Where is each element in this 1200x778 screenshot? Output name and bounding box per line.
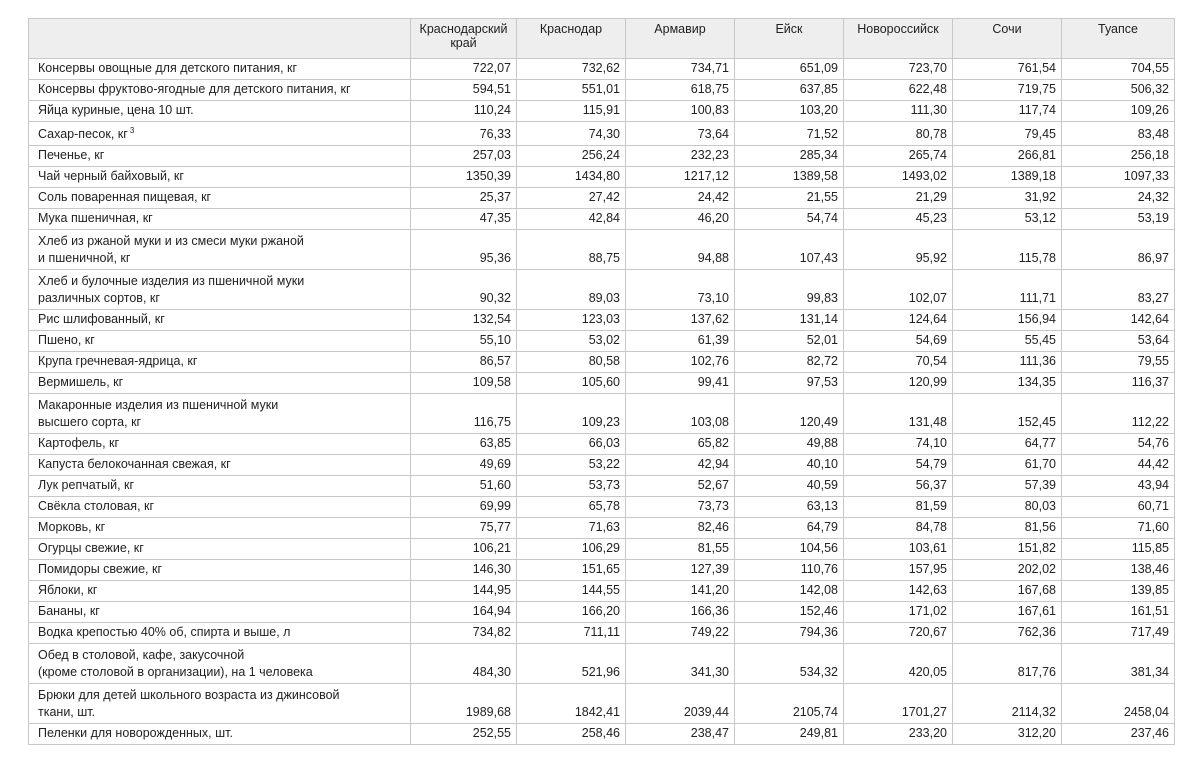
price-cell: 43,94 — [1062, 476, 1175, 497]
price-cell: 40,59 — [735, 476, 844, 497]
row-label-cell — [29, 331, 411, 352]
price-cell: 103,08 — [626, 394, 735, 434]
price-cell: 110,24 — [411, 101, 517, 122]
price-cell: 80,78 — [844, 122, 953, 146]
table-row — [29, 270, 1175, 310]
price-cell: 83,27 — [1062, 270, 1175, 310]
row-label: Свёкла столовая, кг — [38, 499, 155, 513]
price-cell: 88,75 — [517, 230, 626, 270]
table-row — [29, 560, 1175, 581]
price-cell: 53,19 — [1062, 209, 1175, 230]
row-label: Пеленки для новорожденных, шт. — [38, 726, 233, 740]
price-cell: 73,10 — [626, 270, 735, 310]
row-label: Капуста белокочанная свежая, кг — [38, 457, 231, 471]
price-cell: 257,03 — [411, 146, 517, 167]
table-row — [29, 352, 1175, 373]
table-row — [29, 602, 1175, 623]
price-cell: 651,09 — [735, 59, 844, 80]
price-cell: 794,36 — [735, 623, 844, 644]
header-cell-region: Краснодарский край — [411, 19, 517, 59]
price-cell: 1389,18 — [953, 167, 1062, 188]
price-cell: 53,12 — [953, 209, 1062, 230]
price-cell: 131,14 — [735, 310, 844, 331]
price-cell: 57,39 — [953, 476, 1062, 497]
price-cell: 138,46 — [1062, 560, 1175, 581]
price-cell: 817,76 — [953, 644, 1062, 684]
price-cell: 1434,80 — [517, 167, 626, 188]
price-cell: 69,99 — [411, 497, 517, 518]
row-label-cell — [29, 167, 411, 188]
price-cell: 111,71 — [953, 270, 1062, 310]
price-cell: 56,37 — [844, 476, 953, 497]
price-cell: 60,71 — [1062, 497, 1175, 518]
price-cell: 97,53 — [735, 373, 844, 394]
row-label-cell — [29, 581, 411, 602]
row-label-cell — [29, 684, 411, 724]
row-label: Обед в столовой, кафе, закусочной (кроме столовой в организации), на 1 человека — [38, 648, 313, 679]
price-cell: 618,75 — [626, 80, 735, 101]
price-cell: 64,79 — [735, 518, 844, 539]
price-cell: 53,64 — [1062, 331, 1175, 352]
price-cell: 116,75 — [411, 394, 517, 434]
row-label-cell — [29, 59, 411, 80]
table-row — [29, 623, 1175, 644]
table-row — [29, 122, 1175, 146]
price-cell: 47,35 — [411, 209, 517, 230]
price-cell: 86,57 — [411, 352, 517, 373]
table-row — [29, 188, 1175, 209]
row-label-cell — [29, 602, 411, 623]
table-row — [29, 684, 1175, 724]
header-cell-region: Туапсе — [1062, 19, 1175, 59]
price-cell: 64,77 — [953, 434, 1062, 455]
price-cell: 99,41 — [626, 373, 735, 394]
price-cell: 74,10 — [844, 434, 953, 455]
table-row — [29, 59, 1175, 80]
price-cell: 156,94 — [953, 310, 1062, 331]
row-label: Морковь, кг — [38, 520, 106, 534]
price-cell: 54,74 — [735, 209, 844, 230]
table-row — [29, 476, 1175, 497]
header-cell-region: Армавир — [626, 19, 735, 59]
price-cell: 73,73 — [626, 497, 735, 518]
price-cell: 167,68 — [953, 581, 1062, 602]
table-row — [29, 539, 1175, 560]
price-cell: 256,24 — [517, 146, 626, 167]
row-label: Сахар-песок, кг — [38, 127, 128, 141]
price-cell: 120,99 — [844, 373, 953, 394]
price-cell: 132,54 — [411, 310, 517, 331]
price-cell: 81,56 — [953, 518, 1062, 539]
table-row — [29, 497, 1175, 518]
price-cell: 70,54 — [844, 352, 953, 373]
row-label: Огурцы свежие, кг — [38, 541, 144, 555]
row-label: Крупа гречневая-ядрица, кг — [38, 354, 198, 368]
price-cell: 252,55 — [411, 724, 517, 745]
row-label: Консервы фруктово-ягодные для детского питания, кг — [38, 82, 351, 96]
row-label: Бананы, кг — [38, 604, 100, 618]
header-cell-region: Ейск — [735, 19, 844, 59]
row-label-cell — [29, 146, 411, 167]
price-cell: 106,29 — [517, 539, 626, 560]
price-cell: 152,46 — [735, 602, 844, 623]
price-cell: 80,03 — [953, 497, 1062, 518]
price-cell: 249,81 — [735, 724, 844, 745]
price-cell: 52,01 — [735, 331, 844, 352]
price-cell: 237,46 — [1062, 724, 1175, 745]
price-cell: 123,03 — [517, 310, 626, 331]
table-row — [29, 331, 1175, 352]
price-cell: 164,94 — [411, 602, 517, 623]
price-cell: 95,92 — [844, 230, 953, 270]
row-label: Лук репчатый, кг — [38, 478, 135, 492]
price-cell: 749,22 — [626, 623, 735, 644]
price-cell: 1493,02 — [844, 167, 953, 188]
price-cell: 105,60 — [517, 373, 626, 394]
price-cell: 285,34 — [735, 146, 844, 167]
price-cell: 112,22 — [1062, 394, 1175, 434]
row-label-cell — [29, 310, 411, 331]
price-cell: 61,70 — [953, 455, 1062, 476]
price-cell: 117,74 — [953, 101, 1062, 122]
row-label: Мука пшеничная, кг — [38, 211, 153, 225]
price-cell: 109,23 — [517, 394, 626, 434]
price-cell: 1350,39 — [411, 167, 517, 188]
price-cell: 111,36 — [953, 352, 1062, 373]
price-cell: 84,78 — [844, 518, 953, 539]
price-cell: 82,72 — [735, 352, 844, 373]
price-cell: 2105,74 — [735, 684, 844, 724]
row-label-cell — [29, 101, 411, 122]
price-cell: 107,43 — [735, 230, 844, 270]
price-cell: 152,45 — [953, 394, 1062, 434]
price-cell: 142,63 — [844, 581, 953, 602]
price-cell: 1842,41 — [517, 684, 626, 724]
price-cell: 111,30 — [844, 101, 953, 122]
price-cell: 166,20 — [517, 602, 626, 623]
price-cell: 100,83 — [626, 101, 735, 122]
row-label-cell — [29, 188, 411, 209]
price-cell: 131,48 — [844, 394, 953, 434]
row-label-cell — [29, 122, 411, 146]
price-cell: 55,45 — [953, 331, 1062, 352]
price-cell: 54,79 — [844, 455, 953, 476]
header-cell-region: Сочи — [953, 19, 1062, 59]
price-cell: 42,94 — [626, 455, 735, 476]
price-cell: 115,78 — [953, 230, 1062, 270]
price-cell: 120,49 — [735, 394, 844, 434]
price-cell: 637,85 — [735, 80, 844, 101]
row-label-cell — [29, 497, 411, 518]
price-cell: 74,30 — [517, 122, 626, 146]
price-cell: 86,97 — [1062, 230, 1175, 270]
price-cell: 1701,27 — [844, 684, 953, 724]
row-label: Яйца куриные, цена 10 шт. — [38, 103, 194, 117]
price-cell: 61,39 — [626, 331, 735, 352]
price-cell: 81,59 — [844, 497, 953, 518]
price-cell: 53,02 — [517, 331, 626, 352]
price-cell: 103,61 — [844, 539, 953, 560]
row-label-cell — [29, 455, 411, 476]
table-row — [29, 581, 1175, 602]
row-label-cell — [29, 230, 411, 270]
table-row — [29, 455, 1175, 476]
price-cell: 232,23 — [626, 146, 735, 167]
price-cell: 46,20 — [626, 209, 735, 230]
price-cell: 106,21 — [411, 539, 517, 560]
price-cell: 722,07 — [411, 59, 517, 80]
price-cell: 142,08 — [735, 581, 844, 602]
row-label: Картофель, кг — [38, 436, 120, 450]
price-cell: 171,02 — [844, 602, 953, 623]
price-cell: 115,85 — [1062, 539, 1175, 560]
row-label: Пшено, кг — [38, 333, 95, 347]
price-cell: 103,20 — [735, 101, 844, 122]
price-cell: 51,60 — [411, 476, 517, 497]
price-cell: 161,51 — [1062, 602, 1175, 623]
price-cell: 89,03 — [517, 270, 626, 310]
price-cell: 65,78 — [517, 497, 626, 518]
table-row — [29, 644, 1175, 684]
table-row — [29, 518, 1175, 539]
row-label: Чай черный байховый, кг — [38, 169, 184, 183]
price-cell: 233,20 — [844, 724, 953, 745]
price-cell: 80,58 — [517, 352, 626, 373]
price-cell: 116,37 — [1062, 373, 1175, 394]
price-cell: 63,13 — [735, 497, 844, 518]
row-label-cell — [29, 434, 411, 455]
price-cell: 142,64 — [1062, 310, 1175, 331]
price-cell: 139,85 — [1062, 581, 1175, 602]
row-label-cell — [29, 560, 411, 581]
price-cell: 127,39 — [626, 560, 735, 581]
price-cell: 2114,32 — [953, 684, 1062, 724]
price-cell: 551,01 — [517, 80, 626, 101]
price-cell: 90,32 — [411, 270, 517, 310]
price-cell: 312,20 — [953, 724, 1062, 745]
row-label-cell — [29, 373, 411, 394]
row-label: Рис шлифованный, кг — [38, 312, 165, 326]
row-label: Яблоки, кг — [38, 583, 98, 597]
price-cell: 104,56 — [735, 539, 844, 560]
price-cell: 83,48 — [1062, 122, 1175, 146]
price-cell: 24,42 — [626, 188, 735, 209]
row-label: Хлеб и булочные изделия из пшеничной муки различных сортов, кг — [38, 274, 305, 305]
price-cell: 144,95 — [411, 581, 517, 602]
row-label: Макаронные изделия из пшеничной муки высшего сорта, кг — [38, 398, 279, 429]
price-cell: 109,58 — [411, 373, 517, 394]
price-cell: 265,74 — [844, 146, 953, 167]
price-cell: 484,30 — [411, 644, 517, 684]
price-cell: 95,36 — [411, 230, 517, 270]
row-label: Водка крепостью 40% об, спирта и выше, л — [38, 625, 291, 639]
table-row — [29, 310, 1175, 331]
price-cell: 102,07 — [844, 270, 953, 310]
price-cell: 1389,58 — [735, 167, 844, 188]
price-table — [28, 18, 1175, 745]
price-cell: 65,82 — [626, 434, 735, 455]
price-cell: 124,64 — [844, 310, 953, 331]
price-cell: 82,46 — [626, 518, 735, 539]
price-cell: 1097,33 — [1062, 167, 1175, 188]
price-cell: 71,52 — [735, 122, 844, 146]
price-cell: 734,82 — [411, 623, 517, 644]
price-cell: 99,83 — [735, 270, 844, 310]
header-row — [29, 19, 1175, 59]
price-cell: 420,05 — [844, 644, 953, 684]
row-label-cell — [29, 394, 411, 434]
price-cell: 146,30 — [411, 560, 517, 581]
price-cell: 49,88 — [735, 434, 844, 455]
price-cell: 71,60 — [1062, 518, 1175, 539]
price-cell: 762,36 — [953, 623, 1062, 644]
price-cell: 71,63 — [517, 518, 626, 539]
price-cell: 151,82 — [953, 539, 1062, 560]
price-cell: 24,32 — [1062, 188, 1175, 209]
price-cell: 144,55 — [517, 581, 626, 602]
price-cell: 79,45 — [953, 122, 1062, 146]
price-cell: 25,37 — [411, 188, 517, 209]
price-cell: 63,85 — [411, 434, 517, 455]
price-cell: 381,34 — [1062, 644, 1175, 684]
price-cell: 711,11 — [517, 623, 626, 644]
price-cell: 202,02 — [953, 560, 1062, 581]
row-label-cell — [29, 209, 411, 230]
row-label-cell — [29, 724, 411, 745]
header-cell-label — [29, 19, 411, 59]
price-cell: 151,65 — [517, 560, 626, 581]
price-cell: 1989,68 — [411, 684, 517, 724]
price-cell: 167,61 — [953, 602, 1062, 623]
price-cell: 134,35 — [953, 373, 1062, 394]
table-row — [29, 167, 1175, 188]
price-cell: 704,55 — [1062, 59, 1175, 80]
price-cell: 53,73 — [517, 476, 626, 497]
price-cell: 54,69 — [844, 331, 953, 352]
price-cell: 73,64 — [626, 122, 735, 146]
price-cell: 79,55 — [1062, 352, 1175, 373]
price-cell: 21,55 — [735, 188, 844, 209]
price-cell: 734,71 — [626, 59, 735, 80]
table-row — [29, 80, 1175, 101]
price-cell: 719,75 — [953, 80, 1062, 101]
price-cell: 141,20 — [626, 581, 735, 602]
row-label: Консервы овощные для детского питания, кг — [38, 61, 298, 75]
row-label-cell — [29, 352, 411, 373]
price-cell: 81,55 — [626, 539, 735, 560]
row-label: Хлеб из ржаной муки и из смеси муки ржаной и пшеничной, кг — [38, 234, 304, 265]
price-cell: 53,22 — [517, 455, 626, 476]
price-cell: 594,51 — [411, 80, 517, 101]
price-cell: 42,84 — [517, 209, 626, 230]
price-cell: 266,81 — [953, 146, 1062, 167]
row-label: Брюки для детей школьного возраста из джинсовой ткани, шт. — [38, 688, 340, 719]
table-row — [29, 230, 1175, 270]
price-cell: 110,76 — [735, 560, 844, 581]
table-row — [29, 373, 1175, 394]
price-cell: 137,62 — [626, 310, 735, 331]
price-cell: 27,42 — [517, 188, 626, 209]
header-cell-region: Новороссийск — [844, 19, 953, 59]
price-cell: 258,46 — [517, 724, 626, 745]
price-cell: 49,69 — [411, 455, 517, 476]
table-row — [29, 434, 1175, 455]
price-cell: 31,92 — [953, 188, 1062, 209]
price-cell: 76,33 — [411, 122, 517, 146]
row-label: Печенье, кг — [38, 148, 105, 162]
row-label-cell — [29, 539, 411, 560]
table-row — [29, 394, 1175, 434]
price-cell: 66,03 — [517, 434, 626, 455]
price-cell: 45,23 — [844, 209, 953, 230]
table-body — [29, 59, 1175, 745]
footnote-marker: 3 — [129, 126, 135, 135]
price-cell: 54,76 — [1062, 434, 1175, 455]
price-cell: 341,30 — [626, 644, 735, 684]
price-cell: 52,67 — [626, 476, 735, 497]
price-cell: 109,26 — [1062, 101, 1175, 122]
price-cell: 2039,44 — [626, 684, 735, 724]
row-label-cell — [29, 80, 411, 101]
price-cell: 166,36 — [626, 602, 735, 623]
price-cell: 102,76 — [626, 352, 735, 373]
row-label-cell — [29, 623, 411, 644]
table-row — [29, 209, 1175, 230]
price-cell: 2458,04 — [1062, 684, 1175, 724]
row-label: Вермишель, кг — [38, 375, 124, 389]
price-cell: 622,48 — [844, 80, 953, 101]
price-cell: 94,88 — [626, 230, 735, 270]
price-cell: 534,32 — [735, 644, 844, 684]
price-cell: 723,70 — [844, 59, 953, 80]
price-cell: 157,95 — [844, 560, 953, 581]
price-cell: 40,10 — [735, 455, 844, 476]
price-cell: 521,96 — [517, 644, 626, 684]
table-row — [29, 146, 1175, 167]
header-cell-region: Краснодар — [517, 19, 626, 59]
price-cell: 21,29 — [844, 188, 953, 209]
price-cell: 55,10 — [411, 331, 517, 352]
table-row — [29, 724, 1175, 745]
price-cell: 506,32 — [1062, 80, 1175, 101]
price-cell: 732,62 — [517, 59, 626, 80]
row-label-cell — [29, 476, 411, 497]
row-label-cell — [29, 270, 411, 310]
price-cell: 75,77 — [411, 518, 517, 539]
price-cell: 115,91 — [517, 101, 626, 122]
row-label-cell — [29, 644, 411, 684]
price-cell: 720,67 — [844, 623, 953, 644]
row-label: Помидоры свежие, кг — [38, 562, 162, 576]
price-cell: 717,49 — [1062, 623, 1175, 644]
price-cell: 238,47 — [626, 724, 735, 745]
price-cell: 761,54 — [953, 59, 1062, 80]
row-label: Соль поваренная пищевая, кг — [38, 190, 212, 204]
price-cell: 1217,12 — [626, 167, 735, 188]
table-row — [29, 101, 1175, 122]
row-label-cell — [29, 518, 411, 539]
price-cell: 44,42 — [1062, 455, 1175, 476]
price-cell: 256,18 — [1062, 146, 1175, 167]
